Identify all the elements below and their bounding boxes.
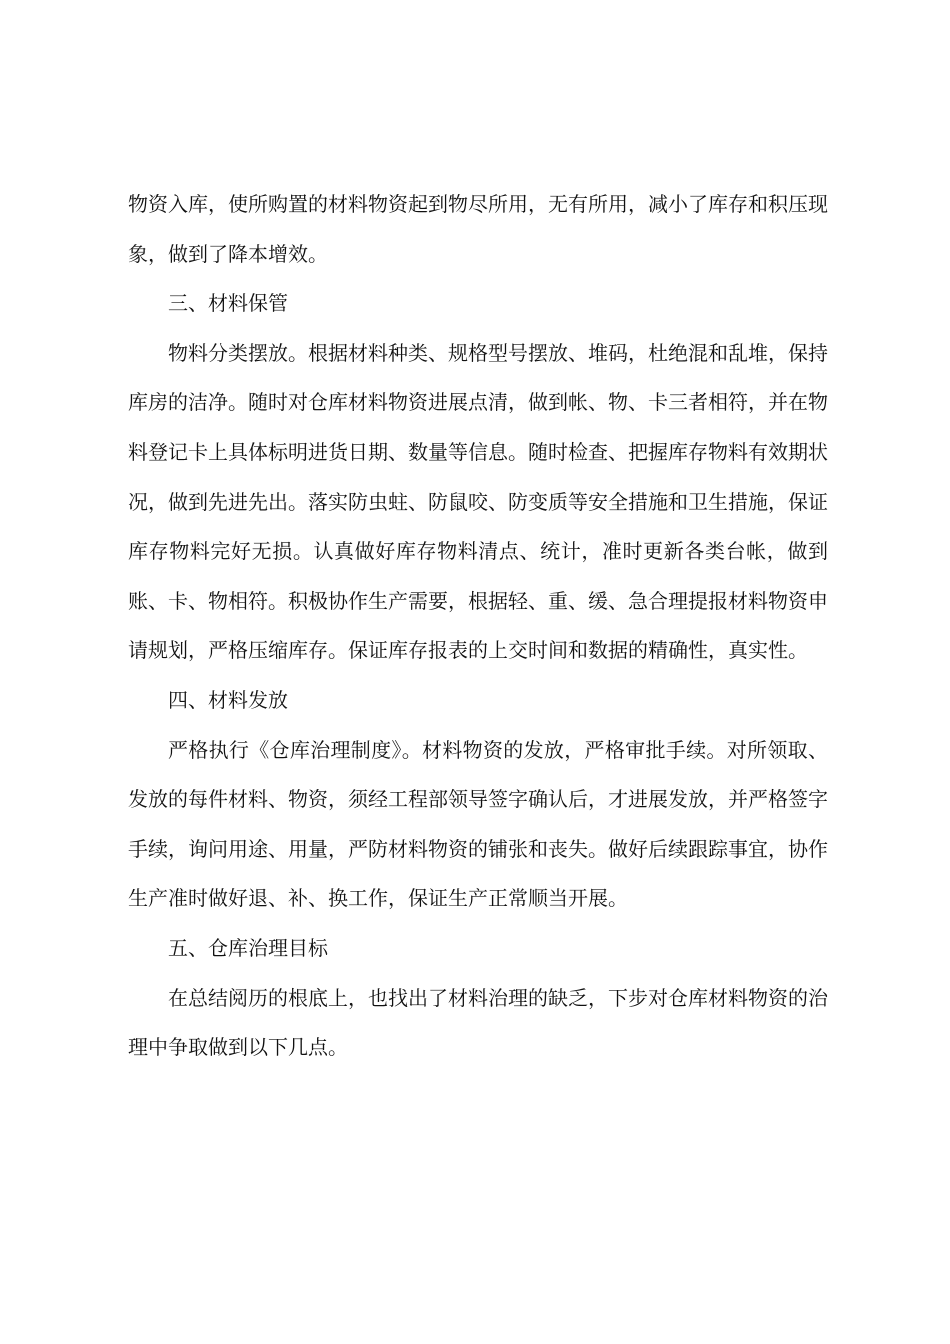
document-body <box>128 180 828 1073</box>
section-heading-goals: 五、仓库治理目标 <box>168 935 328 960</box>
section-heading-storage: 三、材料保管 <box>168 291 288 316</box>
paragraph-storage: 物料分类摆放。根据材料种类、规格型号摆放、堆码，杜绝混和乱堆，保持库房的洁净。随时对仓库材料物资进展点清，做到帐、物、卡三者相符，并在物料登记卡上具体标明进货日期、数量等信息。随时检查、把握库存物料有效期状况，做到先进先出。落实防虫蛀、防鼠咬、防变质等安全措施和卫生措施，保证库存物料完好无损。认真做好库存物料清点、统计，准时更新各类台帐，做到账、卡、物相符。积极协作生产需要，根据轻、重、缓、急合理提报材料物资申请规划，严格压缩库存。保证库存报表的上交时间和数据的精确性，真实性。 <box>128 340 828 663</box>
continuation-paragraph: 物资入库，使所购置的材料物资起到物尽所用，无有所用，减小了库存和积压现象，做到了降本增效。 <box>128 192 828 266</box>
paragraph-goals: 在总结阅历的根底上，也找出了材料治理的缺乏，下步对仓库材料物资的治理中争取做到以下几点。 <box>128 985 828 1060</box>
paragraph-issuance: 严格执行《仓库治理制度》。材料物资的发放，严格审批手续。对所领取、发放的每件材料、物资，须经工程部领导签字确认后，才进展发放，并严格签字手续，询问用途、用量，严防材料物资的铺张和丧失。做好后续跟踪事宜，协作生产准时做好退、补、换工作，保证生产正常顺当开展。 <box>128 737 828 911</box>
section-heading-issuance: 四、材料发放 <box>168 687 288 712</box>
